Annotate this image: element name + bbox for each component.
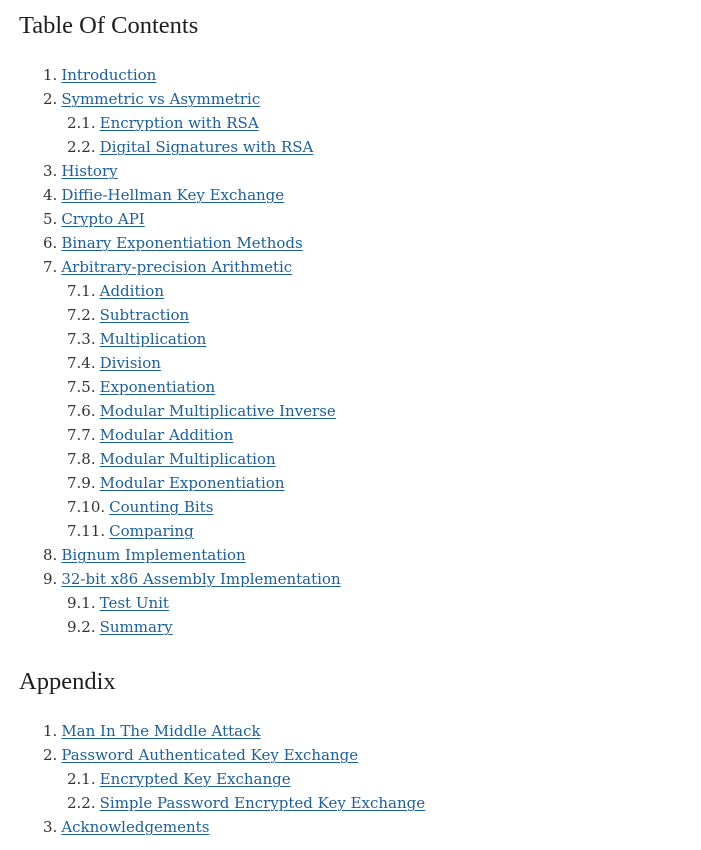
toc-item-link[interactable]: Counting Bits <box>109 498 214 516</box>
toc-item-number: 9.2. <box>67 618 96 636</box>
toc-item-number: 9.1. <box>67 594 96 612</box>
toc-item-number: 8. <box>43 546 58 564</box>
toc-item-link[interactable]: Encryption with RSA <box>99 114 259 132</box>
toc-item-number: 5. <box>43 210 58 228</box>
toc-item <box>19 111 341 135</box>
toc-item-link[interactable]: Introduction <box>61 66 157 84</box>
appendix-item-number: 2.2. <box>67 794 96 812</box>
toc-item-number: 7.2. <box>67 306 96 324</box>
toc-item <box>19 447 341 471</box>
toc-item <box>19 543 341 567</box>
toc-item-number: 2.2. <box>67 138 96 156</box>
toc-item-link[interactable]: 32-bit x86 Assembly Implementation <box>61 570 341 588</box>
appendix-item-number: 2.1. <box>67 770 96 788</box>
toc-item-link[interactable]: Addition <box>99 282 164 300</box>
appendix-item-link[interactable]: Password Authenticated Key Exchange <box>61 746 359 764</box>
toc-item-link[interactable]: Bignum Implementation <box>61 546 246 564</box>
toc-heading: Table Of Contents <box>19 12 199 39</box>
appendix-list <box>19 719 425 839</box>
toc-item <box>19 207 341 231</box>
toc-item <box>19 495 341 519</box>
toc-item-number: 7. <box>43 258 58 276</box>
toc-item <box>19 135 341 159</box>
toc-item-link[interactable]: Modular Addition <box>99 426 234 444</box>
toc-item-number: 4. <box>43 186 58 204</box>
toc-item <box>19 375 341 399</box>
appendix-heading: Appendix <box>19 668 116 695</box>
toc-item-link[interactable]: Multiplication <box>99 330 207 348</box>
appendix-item <box>19 815 425 839</box>
appendix-item-number: 1. <box>43 722 58 740</box>
appendix-item-link[interactable]: Encrypted Key Exchange <box>99 770 291 788</box>
toc-item-number: 7.4. <box>67 354 96 372</box>
toc-item-link[interactable]: Arbitrary-precision Arithmetic <box>61 258 293 276</box>
toc-item <box>19 519 341 543</box>
appendix-item <box>19 767 425 791</box>
toc-item-link[interactable]: Modular Multiplication <box>99 450 276 468</box>
toc-item-number: 7.8. <box>67 450 96 468</box>
toc-item-link[interactable]: Diffie-Hellman Key Exchange <box>61 186 285 204</box>
toc-item-link[interactable]: Comparing <box>109 522 194 540</box>
toc-item <box>19 279 341 303</box>
toc-item <box>19 255 341 279</box>
toc-item-number: 1. <box>43 66 58 84</box>
toc-item-link[interactable]: Summary <box>99 618 173 636</box>
toc-item-link[interactable]: Modular Multiplicative Inverse <box>99 402 336 420</box>
toc-item <box>19 423 341 447</box>
toc-item <box>19 615 341 639</box>
toc-item-number: 7.7. <box>67 426 96 444</box>
toc-item-number: 7.6. <box>67 402 96 420</box>
appendix-item-link[interactable]: Man In The Middle Attack <box>61 722 261 740</box>
appendix-item-link[interactable]: Acknowledgements <box>61 818 210 836</box>
appendix-item-number: 2. <box>43 746 58 764</box>
toc-item-number: 7.3. <box>67 330 96 348</box>
toc-item-link[interactable]: Modular Exponentiation <box>99 474 285 492</box>
toc-item-number: 2. <box>43 90 58 108</box>
appendix-item <box>19 743 425 767</box>
appendix-item <box>19 719 425 743</box>
toc-item <box>19 231 341 255</box>
toc-item-link[interactable]: Digital Signatures with RSA <box>99 138 314 156</box>
toc-item-link[interactable]: Exponentiation <box>99 378 216 396</box>
toc-item-link[interactable]: Crypto API <box>61 210 145 228</box>
toc-item <box>19 63 341 87</box>
toc-item <box>19 351 341 375</box>
toc-item-number: 7.11. <box>67 522 106 540</box>
toc-item-link[interactable]: Symmetric vs Asymmetric <box>61 90 261 108</box>
toc-item <box>19 183 341 207</box>
appendix-item <box>19 791 425 815</box>
appendix-item-link[interactable]: Simple Password Encrypted Key Exchange <box>99 794 426 812</box>
toc-item <box>19 399 341 423</box>
toc-item-number: 6. <box>43 234 58 252</box>
toc-item-number: 7.5. <box>67 378 96 396</box>
toc-item-number: 2.1. <box>67 114 96 132</box>
toc-item-number: 7.10. <box>67 498 106 516</box>
toc-item-link[interactable]: Subtraction <box>99 306 190 324</box>
toc-item-link[interactable]: Division <box>99 354 161 372</box>
toc-item <box>19 471 341 495</box>
toc-item <box>19 591 341 615</box>
toc-item-link[interactable]: Binary Exponentiation Methods <box>61 234 303 252</box>
toc-item <box>19 303 341 327</box>
toc-list <box>19 63 341 639</box>
appendix-item-number: 3. <box>43 818 58 836</box>
toc-item-number: 7.1. <box>67 282 96 300</box>
toc-item-number: 9. <box>43 570 58 588</box>
toc-item-link[interactable]: Test Unit <box>99 594 169 612</box>
toc-item <box>19 327 341 351</box>
toc-item-link[interactable]: History <box>61 162 118 180</box>
toc-item-number: 3. <box>43 162 58 180</box>
toc-item <box>19 87 341 111</box>
toc-item-number: 7.9. <box>67 474 96 492</box>
toc-item <box>19 567 341 591</box>
toc-item <box>19 159 341 183</box>
